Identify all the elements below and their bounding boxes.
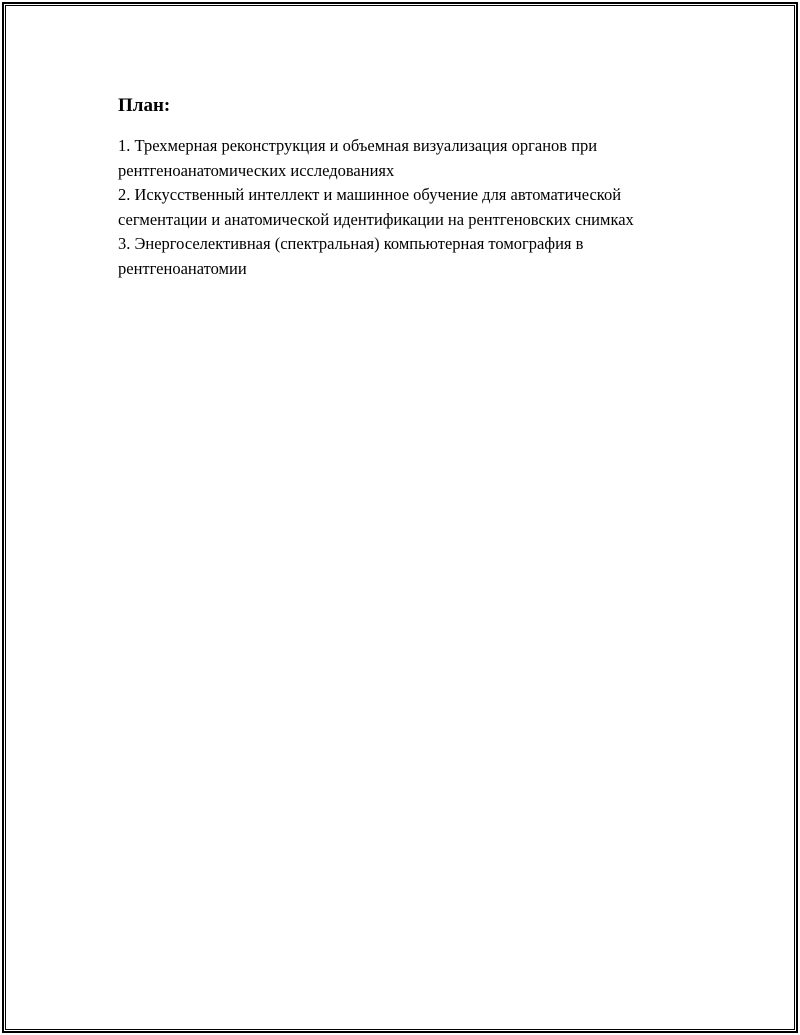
- plan-item-3: 3. Энергоселективная (спектральная) компьютерная томография в рентгеноанатомии: [118, 234, 584, 278]
- plan-list: [118, 134, 698, 281]
- page-content: [118, 94, 698, 281]
- plan-heading: План:: [118, 95, 171, 116]
- plan-item-2: 2. Искусственный интеллект и машинное обучение для автоматической сегментации и анатомической идентификации на рентгеновских снимках: [118, 185, 634, 229]
- plan-item-1: 1. Трехмерная реконструкция и объемная визуализация органов при рентгеноанатомических исследованиях: [118, 136, 598, 180]
